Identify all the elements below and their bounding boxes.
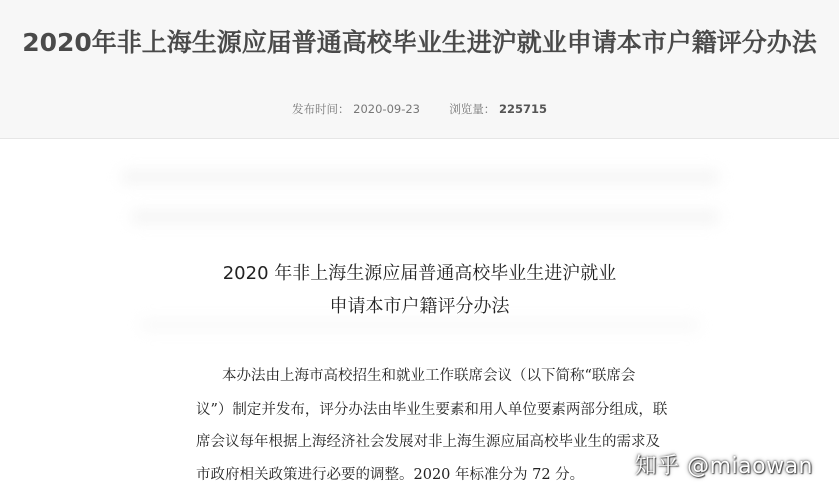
article-meta	[0, 101, 839, 117]
publish-time-label: 发布时间：	[292, 102, 350, 116]
paragraph-line: 本办法由上海市高校招生和就业工作联席会议（以下简称“联席会	[222, 368, 636, 384]
zhihu-watermark: 知乎 @miaowan	[634, 454, 813, 479]
article-header	[0, 0, 839, 139]
article-title: 2020年非上海生源应届普通高校毕业生进沪就业申请本市户籍评分办法	[22, 28, 817, 57]
paragraph-line: 议”）制定并发布，评分办法由毕业生要素和用人单位要素两部分组成，联	[196, 402, 668, 418]
paragraph-line: 席会议每年根据上海经济社会发展对非上海生源应届高校毕业生的需求及	[196, 434, 660, 450]
background-blur	[120, 170, 720, 184]
background-blur	[130, 210, 720, 224]
document-title-line-2: 申请本市户籍评分办法	[329, 296, 510, 317]
views-count: 225715	[498, 102, 547, 116]
paragraph-line: 市政府相关政策进行必要的调整。2020 年标准分为 72 分。	[196, 467, 585, 483]
document-title-line-1: 2020 年非上海生源应届普通高校毕业生进沪就业	[222, 263, 617, 284]
publish-date: 2020-09-23	[353, 102, 420, 116]
background-blur	[140, 318, 700, 332]
views-label: 浏览量：	[449, 102, 496, 116]
